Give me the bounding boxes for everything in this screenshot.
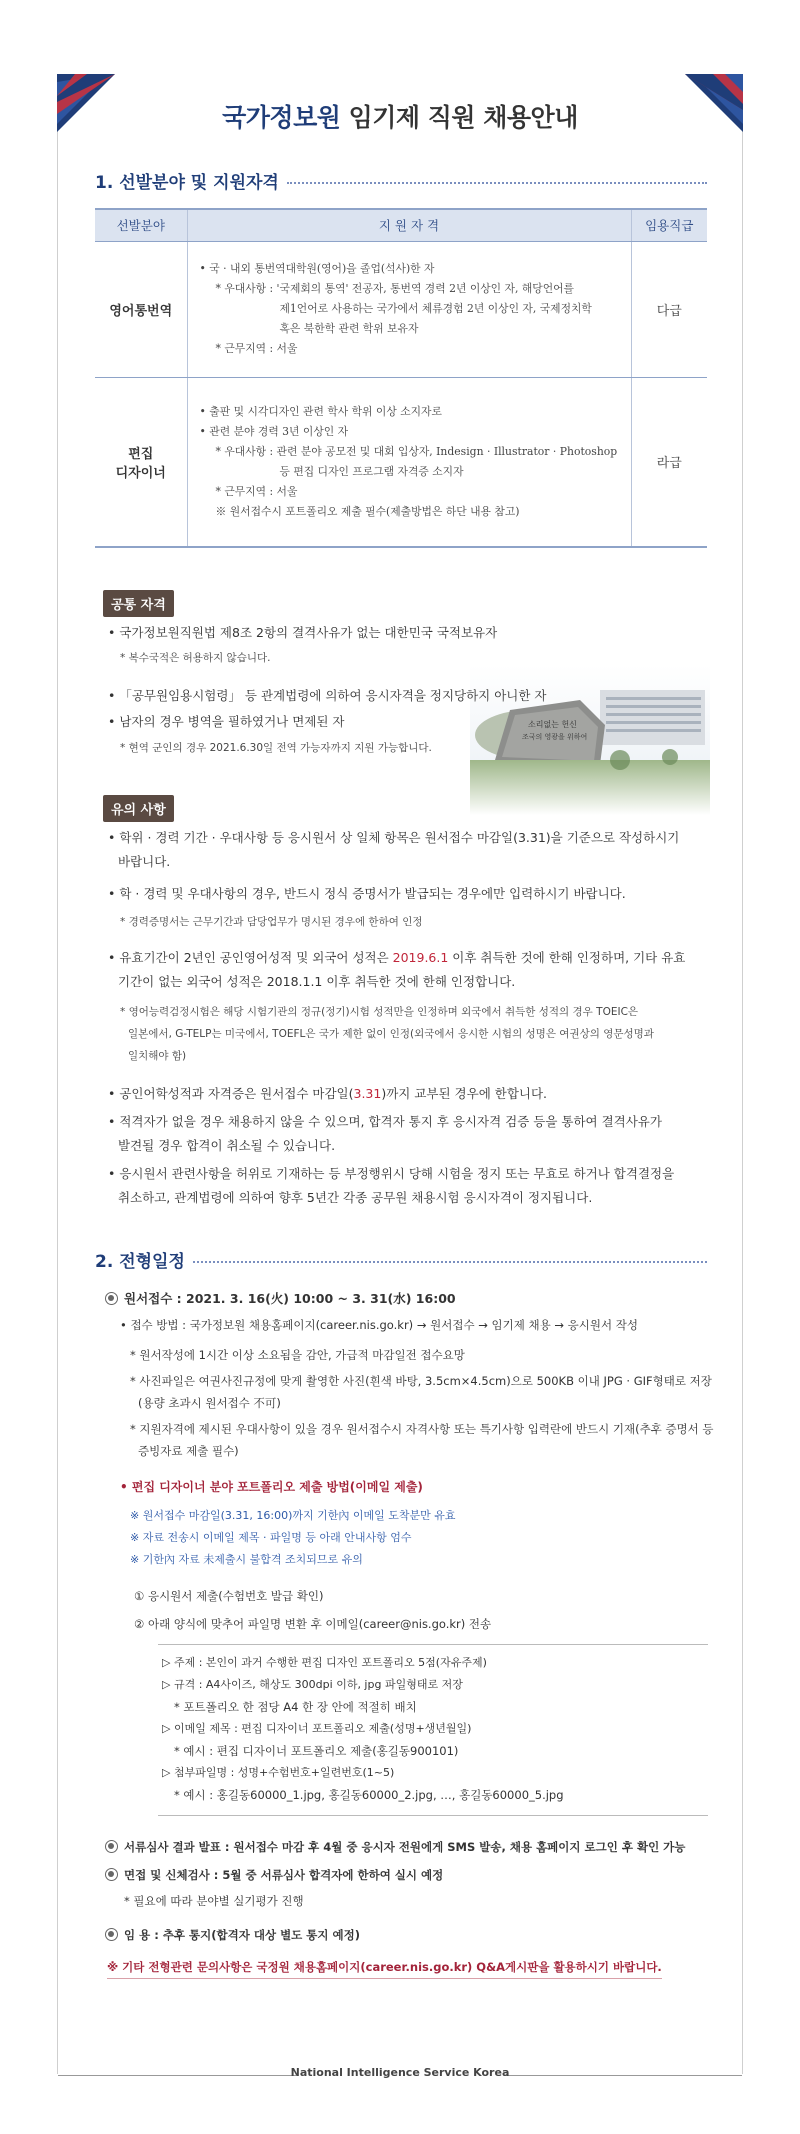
common-qualification-badge: 공통 자격 [103,590,174,617]
row-grade: 라급 [631,377,707,547]
final-inquiry-note: ※ 기타 전형관련 문의사항은 국정원 채용홈페이지(career.nis.go.kr) Q&A게시판을 활용하시기 바랍니다. [107,1956,662,1979]
portfolio-title: • 편집 디자이너 분야 포트폴리오 제출 방법(이메일 제출) [120,1480,423,1494]
notice-item: • 학 · 경력 및 우대사항의 경우, 반드시 정식 증명서가 발급되는 경우에만 입력하시기 바랍니다. [108,886,626,901]
notice-note: * 경력증명서는 근무기간과 담당업무가 명시된 경우에 한하여 인정 [120,916,423,928]
bullet-circle-icon [105,1292,118,1305]
page-title: 국가정보원 임기제 직원 채용안내 [222,103,578,132]
notice-note-cont: 일치해야 함) [128,1050,187,1062]
notice-item-cont: 취소하고, 관계법령에 의하여 향후 5년간 각종 공무원 채용시험 응시자격이 정지됩니다. [118,1190,593,1205]
bullet-circle-icon [105,1928,118,1941]
schedule-appoint: 임 용 : 추후 통지(합격자 대상 별도 통지 예정) [105,1926,360,1943]
row-qualification: • 국 · 내외 통번역대학원(영어)을 졸업(석사)한 자 * 우대사항 : '국제회의 통역' 전공자, 통번역 경력 2년 이상인 자, 해당언어를 제1언어로 사용하는 국가에서 체류경험 2년 이상인 자, 국제정치학 혹은 북한학 관련 학위 보유자 * 근무지역 : 서울 [187,241,631,377]
requirements-table [95,208,707,548]
apply-note-cont: (용량 초과시 원서접수 不可) [138,1396,281,1410]
notice-item-cont: 바랍니다. [118,854,171,869]
portfolio-note: ※ 자료 전송시 이메일 제목 · 파일명 등 아래 안내사항 엄수 [130,1531,412,1544]
spec-note: * 포트폴리오 한 점당 A4 한 장 안에 적절히 배치 [174,1700,417,1714]
apply-note: * 지원자격에 제시된 우대사항이 있을 경우 원서접수시 자격사항 또는 특기사항 입력란에 반드시 기재(추후 증명서 등 [130,1422,714,1436]
schedule-apply: 원서접수 : 2021. 3. 16(火) 10:00 ~ 3. 31(水) 16:00 [105,1289,456,1307]
apply-note: * 사진파일은 여권사진규정에 맞게 촬영한 사진(흰색 바탕, 3.5cm×4.5cm)으로 500KB 이내 JPG · GIF형태로 저장 [130,1374,712,1388]
section-title-2: 2. 전형일정 [95,1247,707,1272]
common-item: • 남자의 경우 병역을 필하였거나 면제된 자 [108,714,345,729]
portfolio-note: ※ 원서접수 마감일(3.31, 16:00)까지 기한內 이메일 도착분만 유효 [130,1509,456,1522]
svg-text:조국의 영광을 위하여: 조국의 영광을 위하여 [522,733,588,741]
schedule-interview: 면접 및 신체검사 : 5월 중 서류심사 합격자에 한하여 실시 예정 [105,1866,443,1883]
spec-item: ▷ 첨부파일명 : 성명+수험번호+일련번호(1~5) [162,1766,395,1779]
bullet-circle-icon [105,1840,118,1853]
portfolio-note: ※ 기한內 자료 未제출시 불합격 조치되므로 유의 [130,1553,363,1566]
table-row [95,377,707,547]
row-grade: 다급 [631,241,707,377]
notice-item: • 학위 · 경력 기간 · 우대사항 등 응시원서 상 일체 항목은 원서접수 마감일(3.31)을 기준으로 작성하시기 [108,830,680,845]
svg-text:소리없는 헌신: 소리없는 헌신 [528,720,577,729]
notice-item: • 응시원서 관련사항을 허위로 기재하는 등 부정행위시 당해 시험을 정지 또는 무효로 하거나 합격결정을 [108,1166,675,1181]
row-qualification: • 출판 및 시각디자인 관련 학사 학위 이상 소지자로 • 관련 분야 경력 3년 이상인 자 * 우대사항 : 관련 분야 공모전 및 대회 입상자, Indesign · Illustrator · Photoshop 등 편집 디자인 프로그램 자격증 소지자 * 근무지역 : 서울 ※ 원서접수시 포트폴리오 제출 필수(제출방법은 하단 내용 참고) [187,377,631,547]
bullet-circle-icon [105,1868,118,1881]
section-title-1: 1. 선발분야 및 지원자격 [95,168,707,193]
interview-note: * 필요에 따라 분야별 실기평가 진행 [124,1894,304,1908]
spec-item: ▷ 규격 : A4사이즈, 해상도 300dpi 이하, jpg 파일형태로 저장 [162,1678,463,1691]
spec-note: * 예시 : 편집 디자이너 포트폴리오 제출(홍길동900101) [174,1744,459,1758]
notice-note: * 영어능력검정시험은 해당 시험기관의 정규(정기)시험 성적만을 인정하며 외국에서 취득한 성적의 경우 TOEIC은 [120,1006,639,1018]
common-item: • 국가정보원직원법 제8조 2항의 결격사유가 없는 대한민국 국적보유자 [108,625,498,640]
spec-item: ▷ 이메일 제목 : 편집 디자이너 포트폴리오 제출(성명+생년월일) [162,1722,472,1735]
notice-item: • 유효기간이 2년인 공인영어성적 및 외국어 성적은 2019.6.1 이후 취득한 것에 한해 인정하며, 기타 유효 [108,950,686,965]
spec-item: ▷ 주제 : 본인이 과거 수행한 편집 디자인 포트폴리오 5점(자유주제) [162,1656,487,1669]
notice-note-cont: 일본에서, G-TELP는 미국에서, TOEFL은 국가 제한 없이 인정(외국에서 응시한 시험의 성명은 여권상의 영문성명과 [128,1028,654,1040]
apply-note: * 원서작성에 1시간 이상 소요됨을 감안, 가급적 마감일전 접수요망 [130,1348,465,1362]
apply-note-cont: 증빙자료 제출 필수) [138,1444,239,1458]
notice-badge: 유의 사항 [103,795,174,822]
portfolio-step: ① 응시원서 제출(수험번호 발급 확인) [134,1589,324,1603]
schedule-result: 서류심사 결과 발표 : 원서접수 마감 후 4월 중 응시자 전원에게 SMS 발송, 채용 홈페이지 로그인 후 확인 가능 [105,1838,685,1855]
row-category: 편집 디자이너 [95,377,187,547]
notice-item: • 공인어학성적과 자격증은 원서접수 마감일(3.31)까지 교부된 경우에 한합니다. [108,1086,548,1101]
col-header-category: 선발분야 [95,209,187,241]
col-header-grade: 임용직급 [631,209,707,241]
footer-text: National Intelligence Service Korea [290,2066,510,2079]
apply-method: • 접수 방법 : 국가정보원 채용홈페이지(career.nis.go.kr) → 원서접수 → 임기제 채용 → 응시원서 작성 [120,1318,638,1332]
notice-item: • 적격자가 없을 경우 채용하지 않을 수 있으며, 합격자 통지 후 응시자격 검증 등을 통하여 결격사유가 [108,1114,662,1129]
common-item: • 「공무원임용시험령」 등 관계법령에 의하여 응시자격을 정지당하지 아니한 자 [108,688,547,703]
common-note: * 현역 군인의 경우 2021.6.30일 전역 가능자까지 지원 가능합니다. [120,742,432,754]
notice-item-cont: 기간이 없는 외국어 성적은 2018.1.1 이후 취득한 것에 한해 인정합니다. [118,974,516,989]
row-category: 영어통번역 [95,241,187,377]
common-note: * 복수국적은 허용하지 않습니다. [120,652,271,664]
col-header-qualification: 지 원 자 격 [187,209,631,241]
portfolio-step: ② 아래 양식에 맞추어 파일명 변환 후 이메일(career@nis.go.kr) 전송 [134,1617,492,1631]
spec-note: * 예시 : 홍길동60000_1.jpg, 홍길동60000_2.jpg, …, 홍길동60000_5.jpg [174,1788,564,1802]
notice-item-cont: 발견될 경우 합격이 취소될 수 있습니다. [118,1138,336,1153]
table-row [95,241,707,377]
